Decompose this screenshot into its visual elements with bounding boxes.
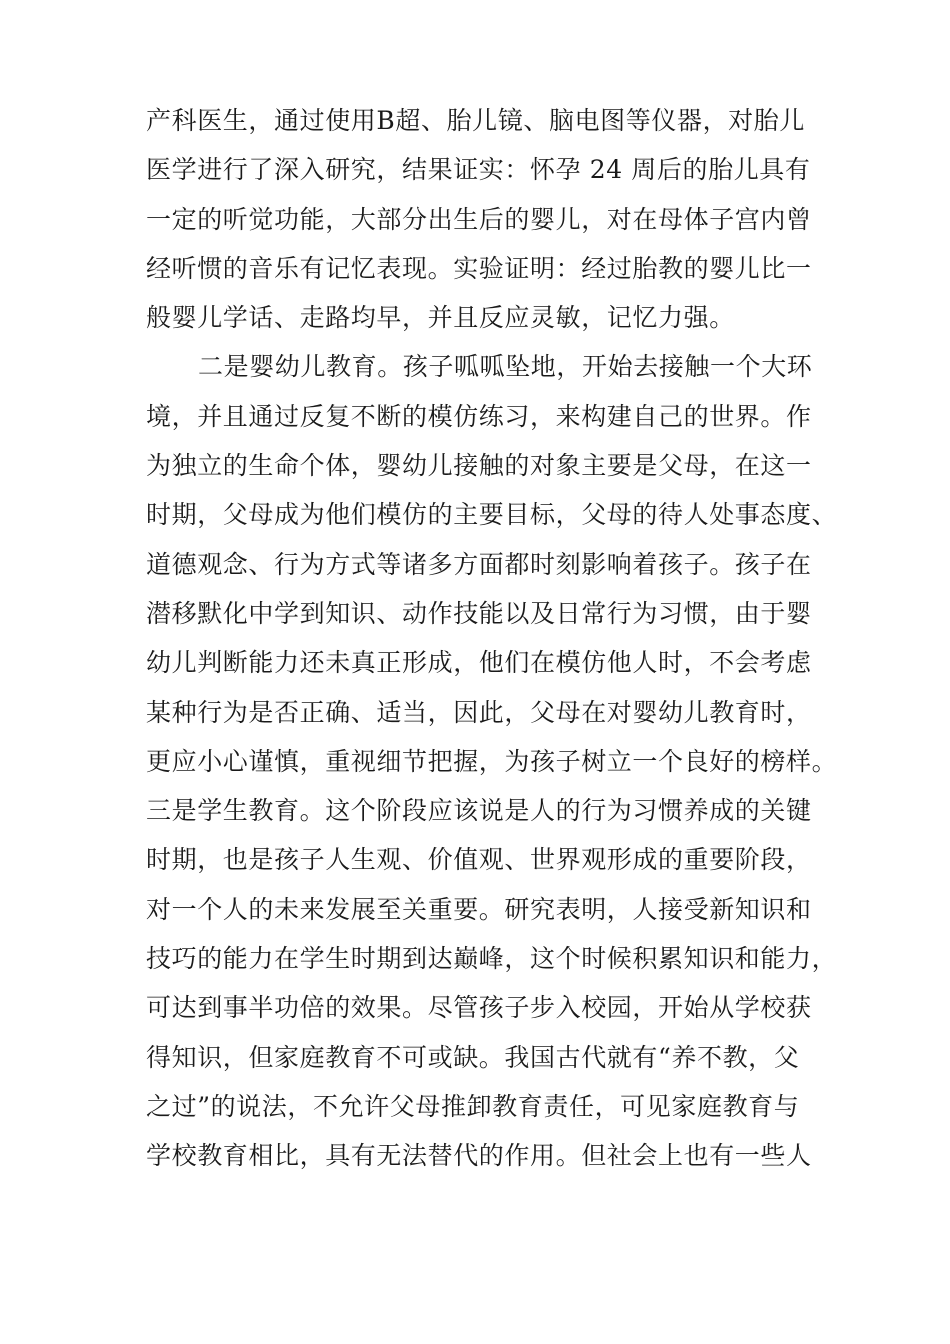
text-line: 某种行为是否正确、适当，因此，父母在对婴幼儿教育时，: [146, 697, 812, 727]
text-line: 之过”的说法，不允许父母推卸教育责任，可见家庭教育与: [146, 1091, 800, 1121]
text-line: 道德观念、行为方式等诸多方面都时刻影响着孩子。孩子在: [146, 549, 812, 579]
body-text: [146, 96, 838, 1181]
text-line: 时期，也是孩子人生观、价值观、世界观形成的重要阶段，: [146, 845, 812, 875]
text-line: 医学进行了深入研究，结果证实：怀孕 24 周后的胎儿具有: [146, 155, 811, 185]
text-line: 学校教育相比，具有无法替代的作用。但社会上也有一些人: [146, 1141, 812, 1171]
text-line: 一定的听觉功能，大部分出生后的婴儿，对在母体子宫内曾: [146, 204, 812, 234]
text-line: 得知识，但家庭教育不可或缺。我国古代就有“养不教，父: [146, 1042, 800, 1072]
text-line: 产科医生，通过使用B超、胎儿镜、脑电图等仪器，对胎儿: [146, 106, 805, 135]
text-line: 为独立的生命个体，婴幼儿接触的对象主要是父母，在这一: [146, 451, 812, 481]
text-line: 对一个人的未来发展至关重要。研究表明，人接受新知识和: [146, 894, 812, 924]
text-line: 可达到事半功倍的效果。尽管孩子步入校园，开始从学校获: [146, 993, 812, 1023]
text-line: 时期，父母成为他们模仿的主要目标，父母的待人处事态度、: [146, 500, 838, 530]
text-line: 更应小心谨慎，重视细节把握，为孩子树立一个良好的榜样。: [146, 746, 838, 776]
text-line: 般婴儿学话、走路均早，并且反应灵敏，记忆力强。: [146, 303, 735, 333]
text-line: 经听惯的音乐有记忆表现。实验证明：经过胎教的婴儿比一: [146, 253, 812, 283]
text-line: 技巧的能力在学生时期到达巅峰，这个时候积累知识和能力，: [146, 944, 838, 974]
paragraph-start-line: 二是婴幼儿教育。孩子呱呱坠地，开始去接触一个大环: [198, 352, 813, 382]
text-line: 幼儿判断能力还未真正形成，他们在模仿他人时，不会考虑: [146, 648, 812, 678]
text-line: 境，并且通过反复不断的模仿练习，来构建自己的世界。作: [146, 401, 812, 431]
text-line: 三是学生教育。这个阶段应该说是人的行为习惯养成的关键: [146, 796, 812, 826]
text-line: 潜移默化中学到知识、动作技能以及日常行为习惯，由于婴: [146, 598, 812, 628]
